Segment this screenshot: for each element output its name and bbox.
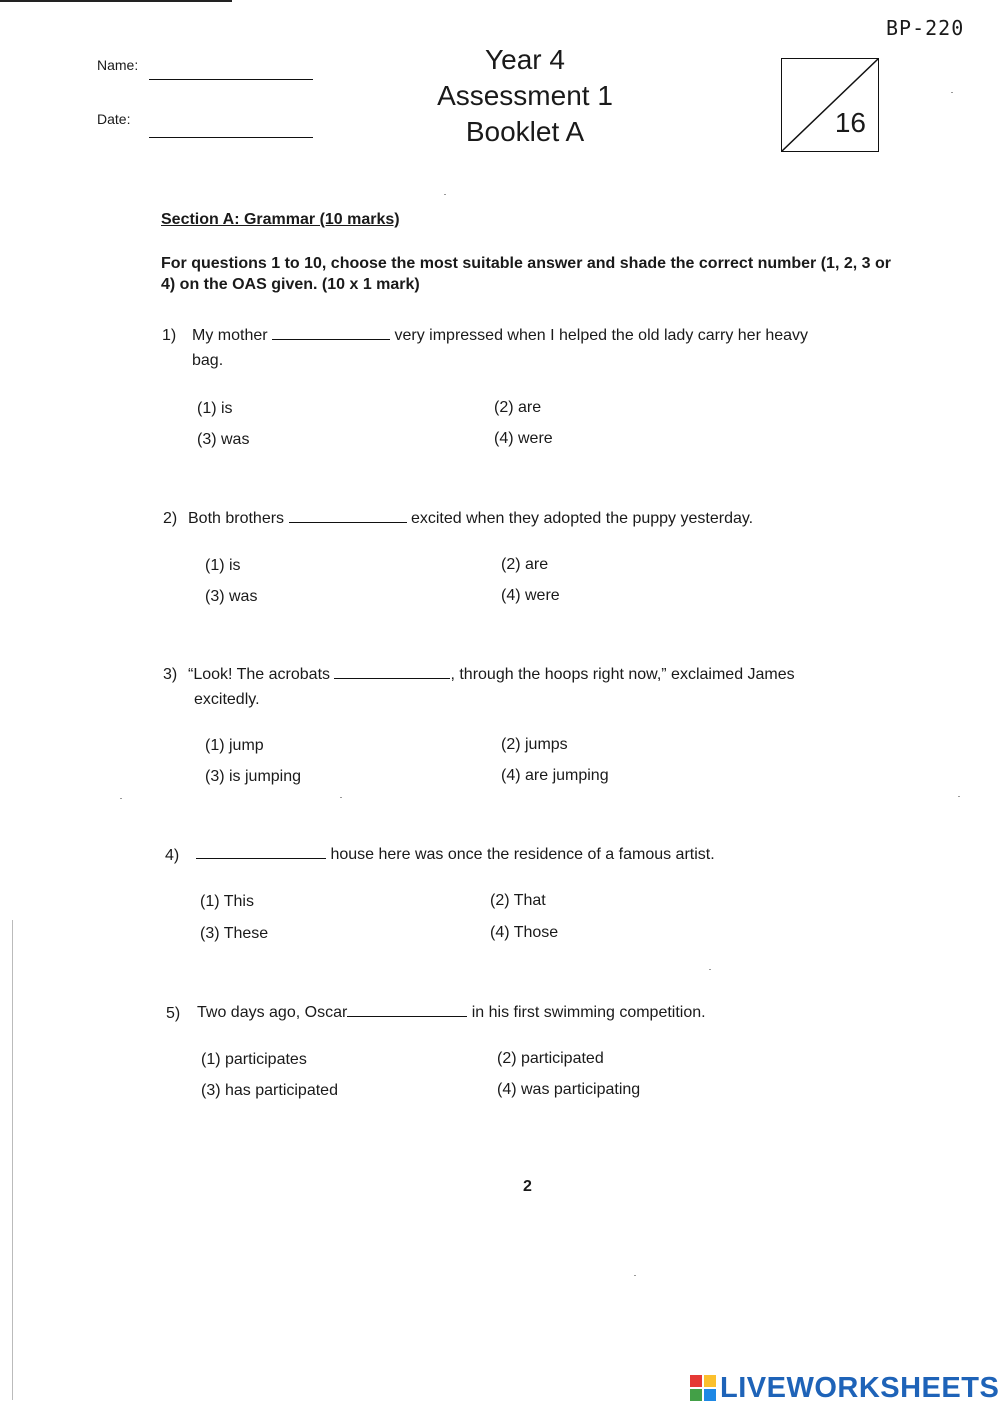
question-3-number: 3) [163,666,178,683]
question-1-after: very impressed when I helped the old lady carry her heavy [394,327,809,344]
question-2-option-2: (2) are [501,556,549,573]
liveworksheets-wordmark: LIVEWORKSHEETS [720,1371,999,1404]
scan-speck [120,798,122,799]
question-4-blank[interactable] [196,846,326,859]
question-2-option-1: (1) is [205,557,241,574]
question-3-before: “Look! The acrobats [188,666,331,683]
question-1-option-2: (2) are [494,399,542,416]
score-box [781,58,879,152]
title-line-3: Booklet A [465,116,585,147]
question-3-after: , through the hoops right now,” exclaimed James [450,666,795,683]
title-line-2: Assessment 1 [437,80,613,111]
question-4-text [196,842,896,867]
question-2-option-3: (3) was [205,588,258,605]
question-2-number: 2) [163,510,178,527]
question-5-option-2: (2) participated [497,1050,604,1067]
page-number: 2 [523,1178,532,1195]
question-4-option-2: (2) That [490,892,546,909]
question-3-option-3: (3) is jumping [205,768,302,785]
question-3-continuation: excitedly. [194,691,260,708]
liveworksheets-logo-icon [690,1375,716,1401]
scan-speck [444,194,446,195]
question-4-option-3: (3) These [200,925,269,942]
question-5-option-1: (1) participates [201,1051,307,1068]
question-4-after: house here was once the residence of a famous artist. [330,846,715,863]
question-3-option-2: (2) jumps [501,736,568,753]
question-5-option-3: (3) has participated [201,1082,338,1099]
question-1-text [192,323,892,373]
score-total: 16 [834,107,866,138]
question-2-blank[interactable] [289,510,407,523]
scan-speck [709,969,711,970]
question-1-before: My mother [192,327,268,344]
question-5-before: Two days ago, Oscar [197,1004,348,1021]
date-field[interactable] [149,137,313,138]
question-4-number: 4) [165,847,180,864]
question-5-after: in his first swimming competition. [471,1004,706,1021]
document-code: BP-220 [886,16,965,40]
section-instruction: For questions 1 to 10, choose the most suitable answer and shade the correct number (1, 2, 3 or 4) on the OAS given. (10 x 1 mark) [161,255,891,293]
logo-square-l [690,1375,702,1387]
date-label: Date: [97,111,131,127]
liveworksheets-logo[interactable] [690,1373,999,1403]
question-3-blank[interactable] [334,666,450,679]
scan-margin-line [12,920,13,1400]
question-3-text [188,662,888,712]
scan-speck [634,1275,636,1276]
question-2-option-4: (4) were [501,587,560,604]
name-label: Name: [97,57,139,73]
question-2-before: Both brothers [188,510,285,527]
scan-edge-line [0,0,232,2]
question-1-blank[interactable] [272,327,390,340]
question-2-after: excited when they adopted the puppy yesterday. [410,510,754,527]
question-5-option-4: (4) was participating [497,1081,641,1098]
name-field[interactable] [149,79,313,80]
question-1-number: 1) [162,327,177,344]
question-1-option-4: (4) were [494,430,553,447]
question-4-option-1: (1) This [200,893,254,910]
question-4-option-4: (4) Those [490,924,559,941]
question-5-blank[interactable] [347,1004,467,1017]
section-title: Section A: Grammar (10 marks) [161,211,400,228]
question-5-number: 5) [166,1005,181,1022]
question-1-option-3: (3) was [197,431,250,448]
logo-square-v [690,1389,702,1401]
question-1-option-1: (1) is [197,400,233,417]
question-3-option-1: (1) jump [205,737,264,754]
logo-square-e [704,1389,716,1401]
scan-speck [958,796,960,797]
question-3-option-4: (4) are jumping [501,767,609,784]
logo-square-i [704,1375,716,1387]
question-1-continuation: bag. [192,352,224,369]
question-5-text [197,1000,897,1025]
title-line-1: Year 4 [485,44,565,75]
scan-speck [951,92,953,93]
scan-speck [340,797,342,798]
question-2-text [188,506,888,531]
page-title [400,42,650,150]
